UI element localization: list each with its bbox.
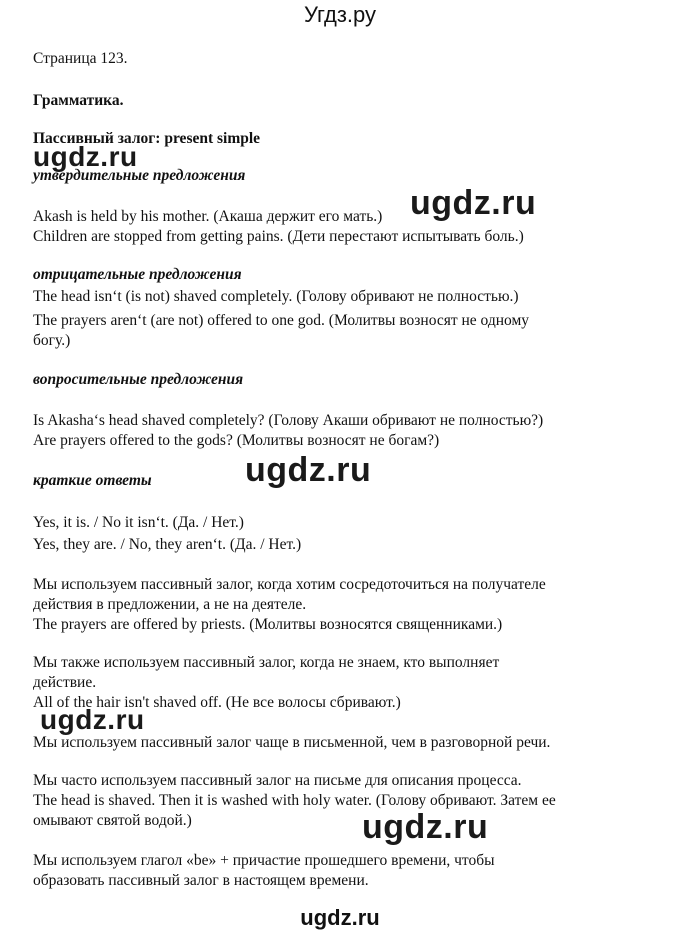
section-title: Грамматика. [33,92,124,109]
negative-line-2: The prayers aren‘t (are not) offered to one god. (Молитвы возносят не одному [33,312,530,329]
watermark-3: ugdz.ru [245,451,372,489]
page-label: Страница 123. [33,50,128,67]
affirmative-heading: утвердительные предложения [33,167,246,184]
rule4-line-2: The head is shaved. Then it is washed with holy water. (Голову обривают. Затем ее [33,792,556,809]
rule5-line-1: Мы используем глагол «be» + причастие прошедшего времени, чтобы [33,852,495,869]
short-answers-line-1: Yes, it is. / No it isn‘t. (Да. / Нет.) [33,514,244,531]
rule2-line-2: действие. [33,674,97,691]
watermark-1: ugdz.ru [33,141,138,172]
rule5-line-2: образовать пассивный залог в настоящем времени. [33,872,369,889]
rule1-line-1: Мы используем пассивный залог, когда хотим сосредоточиться на получателе [33,576,546,593]
affirmative-line-1: Akash is held by his mother. (Акаша держит его мать.) [33,208,383,225]
rule4-line-1: Мы часто используем пассивный залог на письме для описания процесса. [33,772,522,789]
rule2-line-1: Мы также используем пассивный залог, когда не знаем, кто выполняет [33,654,500,671]
rule3-line-1: Мы используем пассивный залог чаще в письменной, чем в разговорной речи. [33,734,551,751]
negative-heading: отрицательные предложения [33,266,242,283]
site-footer-link[interactable]: ugdz.ru [300,905,380,930]
site-header-title: Угдз.ру [303,2,377,27]
rule1-line-3: The prayers are offered by priests. (Молитвы возносятся священниками.) [33,616,503,633]
watermark-4: ugdz.ru [40,704,145,735]
topic-title: Пассивный залог: present simple [33,130,261,147]
questions-heading: вопросительные предложения [33,371,244,388]
questions-line-1: Is Akasha‘s head shaved completely? (Голову Акаши обривают не полностью?) [33,412,544,429]
questions-line-2: Are prayers offered to the gods? (Молитвы возносят не богам?) [33,432,440,449]
negative-line-1: The head isn‘t (is not) shaved completely. (Голову обривают не полностью.) [33,288,519,305]
short-answers-heading: краткие ответы [33,472,152,489]
short-answers-line-2: Yes, they are. / No, they aren‘t. (Да. / Нет.) [33,536,302,553]
watermark-5: ugdz.ru [362,808,489,846]
affirmative-line-2: Children are stopped from getting pains. (Дети перестают испытывать боль.) [33,228,524,245]
watermark-2: ugdz.ru [410,184,537,222]
rule4-line-3: омывают святой водой.) [33,812,192,829]
negative-line-3: богу.) [33,332,71,349]
rule1-line-2: действия в предложении, а не на деятеле. [33,596,307,613]
rule2-line-3: All of the hair isn't shaved off. (Не все волосы сбривают.) [33,694,401,711]
